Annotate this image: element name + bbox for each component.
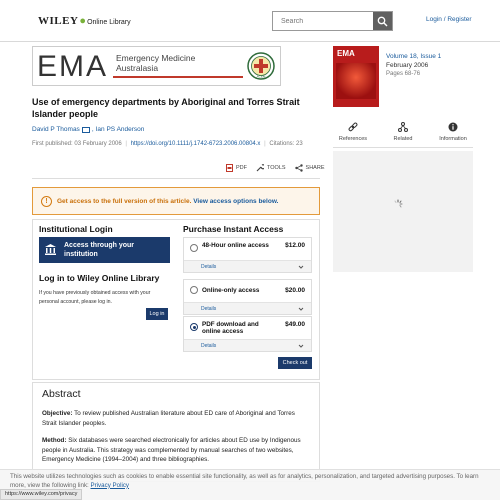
meta-separator: | bbox=[125, 141, 127, 147]
first-published-label: First published: bbox=[32, 141, 73, 147]
check-out-button[interactable]: Check out bbox=[278, 357, 312, 369]
banner-accent-line bbox=[113, 76, 243, 78]
institutional-login-heading: Institutional Login bbox=[39, 224, 113, 234]
author-link[interactable]: Ian PS Anderson bbox=[95, 126, 145, 133]
tab-label: References bbox=[338, 136, 368, 142]
access-message bbox=[57, 198, 278, 205]
institution-access-label: Access through your institution bbox=[64, 242, 135, 258]
alert-icon: ! bbox=[41, 196, 52, 207]
site-header bbox=[0, 0, 500, 42]
purchase-option[interactable] bbox=[183, 316, 312, 352]
chevron-down-icon bbox=[298, 306, 304, 312]
institution-access-button[interactable] bbox=[39, 237, 170, 263]
tab-information[interactable] bbox=[433, 122, 473, 142]
svg-text:ACEM: ACEM bbox=[256, 74, 266, 79]
cookie-text: This website utilizes technologies such as cookies to enable essential site functionality, as well as for analytics, personalization, and targeted advertising purposes. To learn more, view the following link: bbox=[10, 473, 479, 489]
access-options-link[interactable]: View access options below. bbox=[193, 198, 279, 205]
tab-label: Related bbox=[393, 136, 413, 142]
option-details-label: Details bbox=[201, 306, 217, 312]
tab-label: Information bbox=[439, 136, 467, 142]
wol-login-heading: Log in to Wiley Online Library bbox=[39, 273, 160, 283]
option-details-label: Details bbox=[201, 264, 217, 270]
journal-name-line2: Australasia bbox=[116, 63, 159, 73]
status-bar-url: https://www.wiley.com/privacy bbox=[0, 489, 82, 500]
logo-sub: Online Library bbox=[87, 19, 131, 26]
option-radio[interactable] bbox=[190, 244, 198, 252]
log-in-button[interactable]: Log in bbox=[146, 308, 168, 320]
loading-spinner-icon bbox=[393, 199, 403, 209]
wrench-icon bbox=[256, 164, 264, 172]
wiley-logo[interactable] bbox=[38, 15, 131, 27]
journal-banner[interactable] bbox=[32, 46, 281, 86]
journal-name bbox=[116, 53, 195, 73]
abstract-method bbox=[42, 436, 308, 465]
pdf-icon bbox=[226, 164, 233, 172]
objective-text: To review published Australian literature about ED care of Aboriginal and Torres Strait Islander peoples. bbox=[42, 410, 295, 427]
side-panel bbox=[333, 151, 473, 272]
section-divider bbox=[32, 178, 320, 179]
logo-brand: WILEY bbox=[38, 15, 79, 27]
method-label: Method: bbox=[42, 437, 67, 444]
search-icon bbox=[377, 16, 388, 27]
search-input[interactable] bbox=[273, 12, 373, 30]
option-radio[interactable] bbox=[190, 286, 198, 294]
option-label: PDF download and online access bbox=[202, 321, 259, 335]
mail-icon[interactable] bbox=[82, 127, 90, 133]
share-icon bbox=[295, 164, 303, 172]
access-text: Get access to the full version of this article. bbox=[57, 198, 192, 205]
option-label: Online-only access bbox=[202, 287, 260, 294]
option-radio-selected[interactable] bbox=[190, 323, 198, 331]
option-details-toggle[interactable] bbox=[184, 339, 311, 351]
access-panel bbox=[32, 219, 320, 380]
option-details-toggle[interactable] bbox=[184, 260, 311, 272]
access-alert bbox=[32, 187, 320, 215]
privacy-policy-link[interactable]: Privacy Policy bbox=[90, 481, 130, 489]
article-title: Use of emergency departments by Aboriginal and Torres Strait Islander people bbox=[32, 97, 300, 119]
issue-pages: Pages 68-76 bbox=[386, 71, 421, 77]
journal-name-line1: Emergency Medicine bbox=[116, 53, 196, 63]
doi-link[interactable]: https://doi.org/10.1111/j.1742-6723.2006.00804.x bbox=[130, 141, 261, 147]
pdf-button[interactable] bbox=[226, 164, 247, 172]
journal-cover-image[interactable] bbox=[333, 46, 379, 107]
method-text: Six databases were searched electronically for articles about ED use by Indigenous people in Australia. This strategy was complemented by manual searches of two websites, Emergency Medicine (1994–2004) and three bibliographies. bbox=[42, 437, 301, 463]
cover-title: EMA bbox=[337, 49, 355, 58]
share-label: SHARE bbox=[305, 165, 325, 171]
purchase-heading: Purchase Instant Access bbox=[183, 224, 284, 234]
abstract-objective bbox=[42, 409, 308, 428]
publication-meta bbox=[32, 141, 303, 147]
institution-icon bbox=[44, 243, 57, 256]
side-tabs bbox=[333, 122, 473, 142]
purchase-option[interactable] bbox=[183, 279, 312, 315]
search-box bbox=[272, 11, 393, 31]
abstract-heading: Abstract bbox=[42, 388, 81, 400]
chevron-down-icon bbox=[298, 264, 304, 270]
related-icon bbox=[398, 122, 408, 132]
chevron-down-icon bbox=[298, 343, 304, 349]
tools-label: TOOLS bbox=[267, 165, 286, 171]
share-button[interactable] bbox=[295, 164, 325, 172]
pdf-label: PDF bbox=[236, 165, 247, 171]
logo-dot: ● bbox=[79, 15, 87, 27]
cover-art bbox=[336, 63, 376, 99]
journal-abbrev: EMA bbox=[37, 50, 109, 83]
tab-related[interactable] bbox=[383, 122, 423, 142]
cookie-message bbox=[10, 473, 490, 490]
article-tools bbox=[226, 164, 325, 172]
volume-issue-link[interactable]: Volume 18, Issue 1 bbox=[386, 53, 442, 60]
option-details-label: Details bbox=[201, 343, 217, 349]
tools-button[interactable] bbox=[256, 164, 286, 172]
tab-references[interactable] bbox=[333, 122, 373, 142]
citations-count: Citations: 23 bbox=[269, 141, 303, 147]
first-published-date: 03 February 2006 bbox=[74, 141, 122, 147]
search-button[interactable] bbox=[373, 12, 392, 30]
abstract-section bbox=[32, 382, 320, 482]
login-register-link[interactable]: Login / Register bbox=[426, 16, 472, 23]
author-separator: , bbox=[91, 126, 94, 133]
author-list bbox=[32, 126, 144, 133]
option-price: $20.00 bbox=[285, 287, 305, 294]
meta-separator: | bbox=[264, 141, 266, 147]
option-details-toggle[interactable] bbox=[184, 302, 311, 314]
acem-seal-icon bbox=[247, 52, 275, 80]
link-icon bbox=[348, 122, 358, 132]
option-price: $49.00 bbox=[285, 321, 305, 328]
option-label: 48-Hour online access bbox=[202, 242, 269, 249]
purchase-option[interactable] bbox=[183, 237, 312, 273]
info-icon bbox=[448, 122, 458, 132]
objective-label: Objective: bbox=[42, 410, 73, 417]
author-link[interactable]: David P Thomas bbox=[32, 126, 80, 133]
issue-date: February 2006 bbox=[386, 62, 429, 69]
wol-login-text: If you have previously obtained access with your personal account, please log in. bbox=[39, 290, 151, 305]
option-price: $12.00 bbox=[285, 242, 305, 249]
side-tabs-divider bbox=[333, 147, 473, 148]
